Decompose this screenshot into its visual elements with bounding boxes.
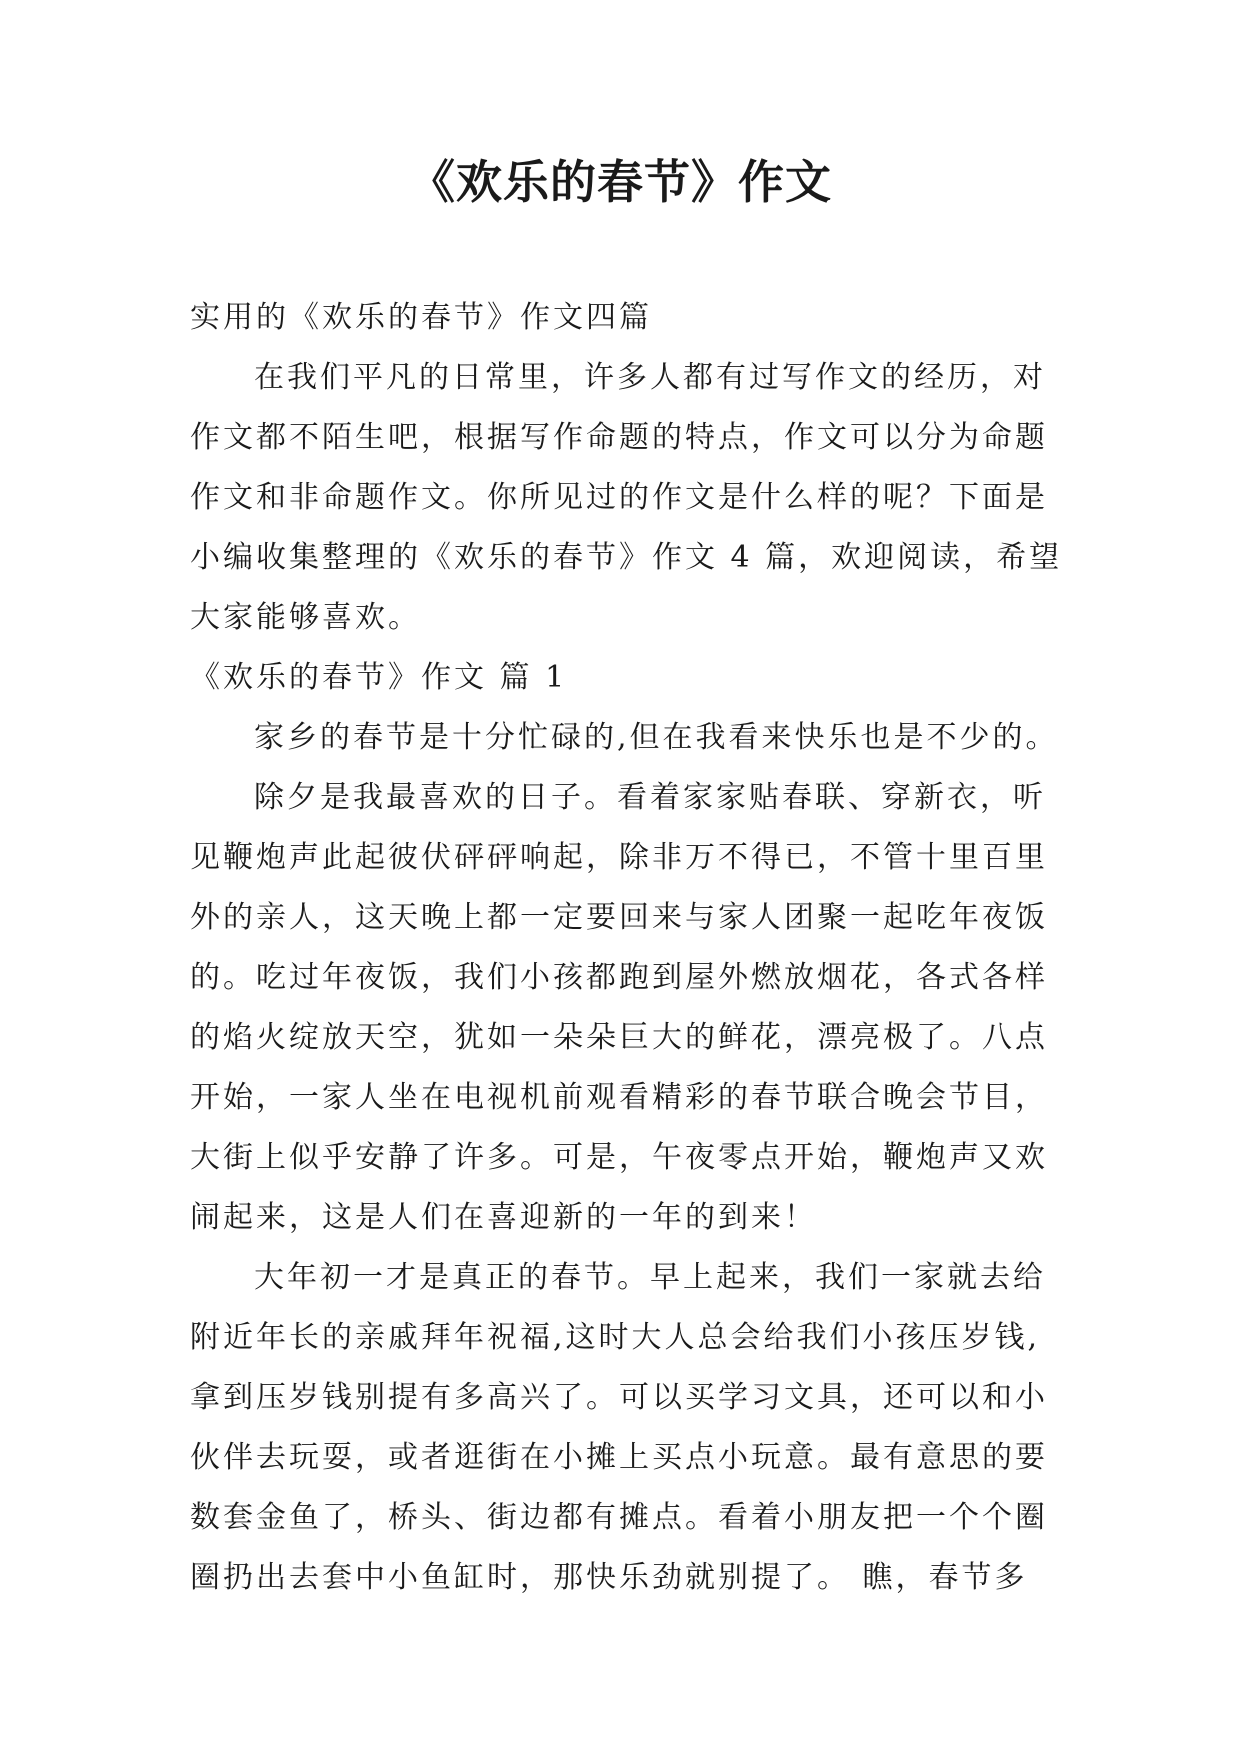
text-line: 伙伴去玩耍，或者逛街在小摊上买点小玩意。最有意思的要 bbox=[190, 1440, 1048, 1475]
text-line: 的焰火绽放天空，犹如一朵朵巨大的鲜花，漂亮极了。八点 bbox=[190, 1020, 1048, 1055]
text-line: 除夕是我最喜欢的日子。看着家家贴春联、穿新衣，听 bbox=[254, 780, 1046, 815]
text-line: 见鞭炮声此起彼伏砰砰响起，除非万不得已，不管十里百里 bbox=[190, 840, 1048, 875]
text-line: 大家能够喜欢。 bbox=[190, 600, 421, 635]
text-line: 作文和非命题作文。你所见过的作文是什么样的呢？下面是 bbox=[190, 480, 1048, 515]
text-line: 大年初一才是真正的春节。早上起来，我们一家就去给 bbox=[254, 1260, 1046, 1295]
document-title: 《欢乐的春节》作文 bbox=[409, 155, 832, 209]
text-line: 拿到压岁钱别提有多高兴了。可以买学习文具，还可以和小 bbox=[190, 1380, 1048, 1415]
text-line: 小编收集整理的《欢乐的春节》作文 4 篇，欢迎阅读，希望 bbox=[190, 540, 1063, 575]
text-line: 《欢乐的春节》作文 篇 1 bbox=[190, 660, 568, 695]
text-line: 的。吃过年夜饭，我们小孩都跑到屋外燃放烟花，各式各样 bbox=[190, 960, 1048, 995]
text-line: 家乡的春节是十分忙碌的,但在我看来快乐也是不少的。 bbox=[254, 720, 1059, 755]
document-body bbox=[190, 288, 1063, 1608]
text-line: 开始，一家人坐在电视机前观看精彩的春节联合晚会节目， bbox=[190, 1080, 1048, 1115]
text-line: 圈扔出去套中小鱼缸时，那快乐劲就别提了。 瞧，春节多 bbox=[190, 1560, 1028, 1595]
text-line: 作文都不陌生吧，根据写作命题的特点，作文可以分为命题 bbox=[190, 420, 1048, 455]
text-line: 附近年长的亲戚拜年祝福,这时大人总会给我们小孩压岁钱, bbox=[190, 1320, 1041, 1355]
text-line: 实用的《欢乐的春节》作文四篇 bbox=[190, 300, 652, 335]
text-line: 闹起来，这是人们在喜迎新的一年的到来！ bbox=[190, 1200, 817, 1235]
text-line: 外的亲人，这天晚上都一定要回来与家人团聚一起吃年夜饭 bbox=[190, 900, 1048, 935]
text-line: 大街上似乎安静了许多。可是，午夜零点开始，鞭炮声又欢 bbox=[190, 1140, 1048, 1175]
text-line: 数套金鱼了，桥头、街边都有摊点。看着小朋友把一个个圈 bbox=[190, 1500, 1048, 1535]
text-line: 在我们平凡的日常里，许多人都有过写作文的经历，对 bbox=[254, 360, 1046, 395]
